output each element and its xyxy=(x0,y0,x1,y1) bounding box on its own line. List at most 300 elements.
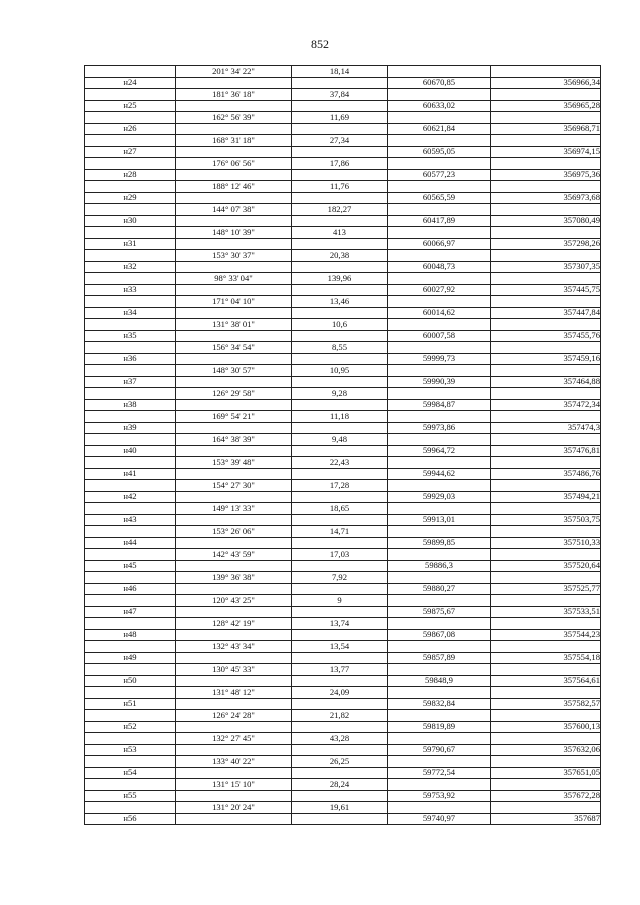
y-coordinate-cell: 357494,21 xyxy=(491,491,601,503)
y-coordinate-cell: 357533,51 xyxy=(491,606,601,618)
empty-cell xyxy=(85,204,176,216)
y-coordinate-cell: 357298,26 xyxy=(491,238,601,250)
y-coordinate-cell: 356966,34 xyxy=(491,77,601,89)
point-name-cell: н56 xyxy=(85,813,176,825)
point-name-cell: н40 xyxy=(85,445,176,457)
direction-angle-cell: 132° 27' 45" xyxy=(176,733,292,745)
empty-cell xyxy=(176,583,292,595)
y-coordinate-cell: 357447,84 xyxy=(491,307,601,319)
point-name-cell: н51 xyxy=(85,698,176,710)
empty-cell xyxy=(85,89,176,101)
empty-cell xyxy=(292,698,388,710)
y-coordinate-cell: 357520,64 xyxy=(491,560,601,572)
empty-cell xyxy=(85,526,176,538)
empty-cell xyxy=(292,790,388,802)
empty-cell xyxy=(388,365,491,377)
direction-angle-cell: 201° 34' 22" xyxy=(176,66,292,78)
direction-angle-cell: 164° 38' 39" xyxy=(176,434,292,446)
empty-cell xyxy=(176,192,292,204)
empty-cell xyxy=(176,445,292,457)
point-row xyxy=(85,606,601,618)
y-coordinate-cell: 356973,68 xyxy=(491,192,601,204)
distance-cell: 11,69 xyxy=(292,112,388,124)
direction-angle-cell: 162° 56' 39" xyxy=(176,112,292,124)
point-name-cell: н44 xyxy=(85,537,176,549)
segment-row xyxy=(85,526,601,538)
segment-row xyxy=(85,434,601,446)
empty-cell xyxy=(292,376,388,388)
segment-row xyxy=(85,457,601,469)
x-coordinate-cell: 59867,08 xyxy=(388,629,491,641)
empty-cell xyxy=(491,181,601,193)
direction-angle-cell: 131° 15' 10" xyxy=(176,779,292,791)
point-row xyxy=(85,376,601,388)
empty-cell xyxy=(388,296,491,308)
distance-cell: 8,55 xyxy=(292,342,388,354)
distance-cell: 13,77 xyxy=(292,664,388,676)
distance-cell: 17,86 xyxy=(292,158,388,170)
point-name-cell: н38 xyxy=(85,399,176,411)
y-coordinate-cell: 357476,81 xyxy=(491,445,601,457)
y-coordinate-cell: 357459,16 xyxy=(491,353,601,365)
x-coordinate-cell: 59772,54 xyxy=(388,767,491,779)
direction-angle-cell: 142° 43' 59" xyxy=(176,549,292,561)
x-coordinate-cell: 60007,58 xyxy=(388,330,491,342)
empty-cell xyxy=(176,238,292,250)
segment-row xyxy=(85,227,601,239)
empty-cell xyxy=(388,181,491,193)
distance-cell: 13,74 xyxy=(292,618,388,630)
coordinates-table xyxy=(84,65,601,825)
y-coordinate-cell: 357600,13 xyxy=(491,721,601,733)
point-row xyxy=(85,284,601,296)
point-name-cell: н50 xyxy=(85,675,176,687)
empty-cell xyxy=(491,204,601,216)
empty-cell xyxy=(85,710,176,722)
empty-cell xyxy=(85,595,176,607)
x-coordinate-cell: 59984,87 xyxy=(388,399,491,411)
empty-cell xyxy=(176,123,292,135)
empty-cell xyxy=(491,641,601,653)
empty-cell xyxy=(491,664,601,676)
empty-cell xyxy=(85,480,176,492)
distance-cell: 9,48 xyxy=(292,434,388,446)
x-coordinate-cell: 59880,27 xyxy=(388,583,491,595)
point-name-cell: н27 xyxy=(85,146,176,158)
empty-cell xyxy=(388,664,491,676)
direction-angle-cell: 133° 40' 22" xyxy=(176,756,292,768)
x-coordinate-cell: 59990,39 xyxy=(388,376,491,388)
direction-angle-cell: 130° 45' 33" xyxy=(176,664,292,676)
y-coordinate-cell: 356965,28 xyxy=(491,100,601,112)
empty-cell xyxy=(292,537,388,549)
point-name-cell: н36 xyxy=(85,353,176,365)
empty-cell xyxy=(85,250,176,262)
x-coordinate-cell: 59899,85 xyxy=(388,537,491,549)
empty-cell xyxy=(292,330,388,342)
point-name-cell: н52 xyxy=(85,721,176,733)
empty-cell xyxy=(176,721,292,733)
empty-cell xyxy=(292,813,388,825)
x-coordinate-cell: 59913,01 xyxy=(388,514,491,526)
distance-cell: 139,96 xyxy=(292,273,388,285)
empty-cell xyxy=(176,491,292,503)
y-coordinate-cell: 357455,76 xyxy=(491,330,601,342)
empty-cell xyxy=(176,560,292,572)
empty-cell xyxy=(176,330,292,342)
empty-cell xyxy=(176,215,292,227)
x-coordinate-cell: 60417,89 xyxy=(388,215,491,227)
empty-cell xyxy=(388,434,491,446)
x-coordinate-cell: 59848,9 xyxy=(388,675,491,687)
distance-cell: 14,71 xyxy=(292,526,388,538)
segment-row xyxy=(85,89,601,101)
empty-cell xyxy=(491,434,601,446)
empty-cell xyxy=(491,273,601,285)
y-coordinate-cell: 356968,71 xyxy=(491,123,601,135)
point-row xyxy=(85,652,601,664)
empty-cell xyxy=(85,802,176,814)
direction-angle-cell: 131° 20' 24" xyxy=(176,802,292,814)
point-name-cell: н32 xyxy=(85,261,176,273)
distance-cell: 19,61 xyxy=(292,802,388,814)
distance-cell: 13,54 xyxy=(292,641,388,653)
empty-cell xyxy=(388,480,491,492)
point-row xyxy=(85,422,601,434)
point-row xyxy=(85,721,601,733)
empty-cell xyxy=(388,66,491,78)
distance-cell: 9,28 xyxy=(292,388,388,400)
point-name-cell: н26 xyxy=(85,123,176,135)
segment-row xyxy=(85,779,601,791)
segment-row xyxy=(85,802,601,814)
empty-cell xyxy=(388,733,491,745)
empty-cell xyxy=(292,169,388,181)
empty-cell xyxy=(491,411,601,423)
x-coordinate-cell: 59740,97 xyxy=(388,813,491,825)
empty-cell xyxy=(85,687,176,699)
empty-cell xyxy=(388,204,491,216)
y-coordinate-cell: 357544,23 xyxy=(491,629,601,641)
distance-cell: 18,65 xyxy=(292,503,388,515)
empty-cell xyxy=(292,721,388,733)
segment-row xyxy=(85,204,601,216)
point-row xyxy=(85,537,601,549)
segment-row xyxy=(85,664,601,676)
empty-cell xyxy=(388,503,491,515)
point-row xyxy=(85,100,601,112)
direction-angle-cell: 153° 39' 48" xyxy=(176,457,292,469)
empty-cell xyxy=(176,77,292,89)
y-coordinate-cell: 357472,34 xyxy=(491,399,601,411)
empty-cell xyxy=(388,457,491,469)
empty-cell xyxy=(85,434,176,446)
empty-cell xyxy=(388,135,491,147)
empty-cell xyxy=(292,744,388,756)
empty-cell xyxy=(491,250,601,262)
segment-row xyxy=(85,503,601,515)
empty-cell xyxy=(388,779,491,791)
empty-cell xyxy=(388,411,491,423)
empty-cell xyxy=(491,503,601,515)
distance-cell: 21,82 xyxy=(292,710,388,722)
point-row xyxy=(85,629,601,641)
empty-cell xyxy=(292,353,388,365)
segment-row xyxy=(85,618,601,630)
empty-cell xyxy=(388,526,491,538)
empty-cell xyxy=(85,664,176,676)
empty-cell xyxy=(388,618,491,630)
distance-cell: 43,28 xyxy=(292,733,388,745)
empty-cell xyxy=(491,319,601,331)
x-coordinate-cell: 60621,84 xyxy=(388,123,491,135)
empty-cell xyxy=(491,457,601,469)
point-name-cell: н35 xyxy=(85,330,176,342)
segment-row xyxy=(85,273,601,285)
empty-cell xyxy=(176,698,292,710)
direction-angle-cell: 176° 06' 56" xyxy=(176,158,292,170)
distance-cell: 13,46 xyxy=(292,296,388,308)
point-name-cell: н54 xyxy=(85,767,176,779)
point-row xyxy=(85,468,601,480)
point-name-cell: н41 xyxy=(85,468,176,480)
empty-cell xyxy=(85,296,176,308)
empty-cell xyxy=(292,215,388,227)
x-coordinate-cell: 60670,85 xyxy=(388,77,491,89)
empty-cell xyxy=(176,100,292,112)
point-name-cell: н43 xyxy=(85,514,176,526)
distance-cell: 10,6 xyxy=(292,319,388,331)
segment-row xyxy=(85,480,601,492)
empty-cell xyxy=(388,549,491,561)
empty-cell xyxy=(388,710,491,722)
y-coordinate-cell: 356974,15 xyxy=(491,146,601,158)
segment-row xyxy=(85,365,601,377)
empty-cell xyxy=(176,767,292,779)
distance-cell: 20,38 xyxy=(292,250,388,262)
y-coordinate-cell: 357687 xyxy=(491,813,601,825)
direction-angle-cell: 132° 43' 34" xyxy=(176,641,292,653)
empty-cell xyxy=(292,307,388,319)
empty-cell xyxy=(85,319,176,331)
empty-cell xyxy=(85,503,176,515)
empty-cell xyxy=(85,549,176,561)
empty-cell xyxy=(85,457,176,469)
empty-cell xyxy=(85,112,176,124)
direction-angle-cell: 128° 42' 19" xyxy=(176,618,292,630)
empty-cell xyxy=(491,227,601,239)
empty-cell xyxy=(491,802,601,814)
direction-angle-cell: 126° 29' 58" xyxy=(176,388,292,400)
direction-angle-cell: 126° 24' 28" xyxy=(176,710,292,722)
empty-cell xyxy=(176,629,292,641)
point-name-cell: н31 xyxy=(85,238,176,250)
x-coordinate-cell: 59857,89 xyxy=(388,652,491,664)
distance-cell: 22,43 xyxy=(292,457,388,469)
segment-row xyxy=(85,572,601,584)
empty-cell xyxy=(491,342,601,354)
empty-cell xyxy=(388,756,491,768)
point-row xyxy=(85,744,601,756)
segment-row xyxy=(85,158,601,170)
point-name-cell: н49 xyxy=(85,652,176,664)
empty-cell xyxy=(491,618,601,630)
empty-cell xyxy=(292,514,388,526)
segment-row xyxy=(85,411,601,423)
distance-cell: 17,28 xyxy=(292,480,388,492)
segment-row xyxy=(85,66,601,78)
empty-cell xyxy=(85,618,176,630)
empty-cell xyxy=(491,526,601,538)
direction-angle-cell: 149° 13' 33" xyxy=(176,503,292,515)
direction-angle-cell: 139° 36' 38" xyxy=(176,572,292,584)
segment-row xyxy=(85,135,601,147)
distance-cell: 18,14 xyxy=(292,66,388,78)
direction-angle-cell: 156° 34' 54" xyxy=(176,342,292,354)
x-coordinate-cell: 60595,05 xyxy=(388,146,491,158)
point-row xyxy=(85,583,601,595)
point-name-cell: н28 xyxy=(85,169,176,181)
direction-angle-cell: 120° 43' 25" xyxy=(176,595,292,607)
empty-cell xyxy=(388,250,491,262)
empty-cell xyxy=(176,813,292,825)
empty-cell xyxy=(491,135,601,147)
empty-cell xyxy=(491,572,601,584)
empty-cell xyxy=(491,158,601,170)
y-coordinate-cell: 357474,3 xyxy=(491,422,601,434)
segment-row xyxy=(85,296,601,308)
point-row xyxy=(85,169,601,181)
empty-cell xyxy=(292,560,388,572)
point-row xyxy=(85,560,601,572)
point-row xyxy=(85,399,601,411)
distance-cell: 9 xyxy=(292,595,388,607)
empty-cell xyxy=(388,89,491,101)
empty-cell xyxy=(292,123,388,135)
segment-row xyxy=(85,181,601,193)
y-coordinate-cell: 357672,28 xyxy=(491,790,601,802)
empty-cell xyxy=(292,399,388,411)
direction-angle-cell: 131° 48' 12" xyxy=(176,687,292,699)
direction-angle-cell: 188° 12' 46" xyxy=(176,181,292,193)
x-coordinate-cell: 59832,84 xyxy=(388,698,491,710)
distance-cell: 11,76 xyxy=(292,181,388,193)
empty-cell xyxy=(388,641,491,653)
point-name-cell: н37 xyxy=(85,376,176,388)
y-coordinate-cell: 357651,05 xyxy=(491,767,601,779)
empty-cell xyxy=(388,572,491,584)
empty-cell xyxy=(176,422,292,434)
direction-angle-cell: 144° 07' 38" xyxy=(176,204,292,216)
empty-cell xyxy=(292,192,388,204)
coordinates-table-body xyxy=(85,66,601,825)
x-coordinate-cell: 59753,92 xyxy=(388,790,491,802)
point-row xyxy=(85,767,601,779)
empty-cell xyxy=(491,733,601,745)
empty-cell xyxy=(176,790,292,802)
empty-cell xyxy=(491,710,601,722)
empty-cell xyxy=(176,675,292,687)
point-row xyxy=(85,353,601,365)
empty-cell xyxy=(85,572,176,584)
direction-angle-cell: 148° 30' 57" xyxy=(176,365,292,377)
segment-row xyxy=(85,756,601,768)
direction-angle-cell: 131° 38' 01" xyxy=(176,319,292,331)
page-number: 852 xyxy=(311,37,329,51)
empty-cell xyxy=(491,296,601,308)
empty-cell xyxy=(85,135,176,147)
x-coordinate-cell: 59964,72 xyxy=(388,445,491,457)
y-coordinate-cell: 356975,36 xyxy=(491,169,601,181)
point-name-cell: н39 xyxy=(85,422,176,434)
segment-row xyxy=(85,641,601,653)
x-coordinate-cell: 59790,67 xyxy=(388,744,491,756)
x-coordinate-cell: 60048,73 xyxy=(388,261,491,273)
empty-cell xyxy=(388,158,491,170)
point-row xyxy=(85,330,601,342)
empty-cell xyxy=(176,169,292,181)
empty-cell xyxy=(491,388,601,400)
point-row xyxy=(85,790,601,802)
y-coordinate-cell: 357564,61 xyxy=(491,675,601,687)
empty-cell xyxy=(491,89,601,101)
y-coordinate-cell: 357503,75 xyxy=(491,514,601,526)
empty-cell xyxy=(292,468,388,480)
distance-cell: 11,18 xyxy=(292,411,388,423)
distance-cell: 10,95 xyxy=(292,365,388,377)
segment-row xyxy=(85,687,601,699)
empty-cell xyxy=(85,411,176,423)
point-name-cell: н55 xyxy=(85,790,176,802)
empty-cell xyxy=(388,595,491,607)
empty-cell xyxy=(292,238,388,250)
empty-cell xyxy=(85,641,176,653)
empty-cell xyxy=(176,468,292,480)
y-coordinate-cell: 357582,57 xyxy=(491,698,601,710)
direction-angle-cell: 148° 10' 39" xyxy=(176,227,292,239)
empty-cell xyxy=(85,388,176,400)
empty-cell xyxy=(85,756,176,768)
empty-cell xyxy=(176,284,292,296)
point-name-cell: н34 xyxy=(85,307,176,319)
segment-row xyxy=(85,710,601,722)
empty-cell xyxy=(292,284,388,296)
empty-cell xyxy=(388,273,491,285)
x-coordinate-cell: 60577,23 xyxy=(388,169,491,181)
segment-row xyxy=(85,342,601,354)
empty-cell xyxy=(388,319,491,331)
y-coordinate-cell: 357464,88 xyxy=(491,376,601,388)
point-row xyxy=(85,813,601,825)
point-name-cell: н42 xyxy=(85,491,176,503)
distance-cell: 27,34 xyxy=(292,135,388,147)
point-row xyxy=(85,491,601,503)
x-coordinate-cell: 60633,02 xyxy=(388,100,491,112)
empty-cell xyxy=(85,66,176,78)
direction-angle-cell: 154° 27' 30" xyxy=(176,480,292,492)
empty-cell xyxy=(292,652,388,664)
point-name-cell: н47 xyxy=(85,606,176,618)
empty-cell xyxy=(292,77,388,89)
empty-cell xyxy=(388,388,491,400)
point-name-cell: н46 xyxy=(85,583,176,595)
distance-cell: 37,84 xyxy=(292,89,388,101)
direction-angle-cell: 169° 54' 21" xyxy=(176,411,292,423)
empty-cell xyxy=(292,422,388,434)
y-coordinate-cell: 357445,75 xyxy=(491,284,601,296)
empty-cell xyxy=(388,342,491,354)
empty-cell xyxy=(388,227,491,239)
